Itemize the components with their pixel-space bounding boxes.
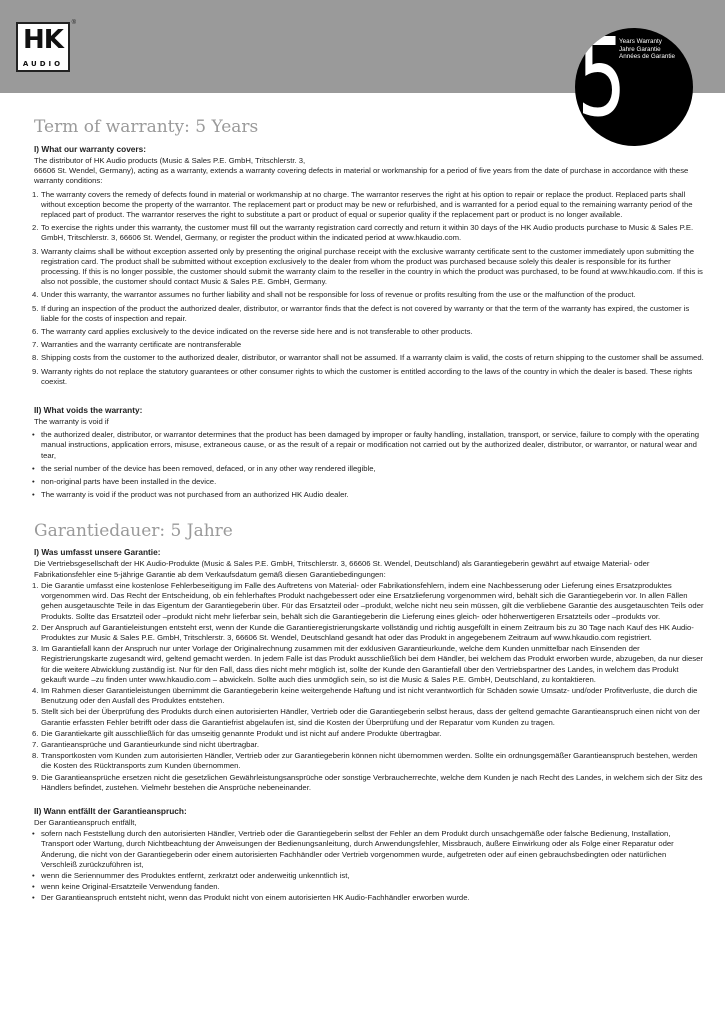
- german-voids-list: [34, 829, 704, 903]
- german-section-1-heading: I) Was umfasst unsere Garantie:: [34, 547, 161, 558]
- list-item: • sofern nach Feststellung durch den autorisierten Händler, Vertrieb oder die Garantiegeberin selbst der Fehler an dem Produkt durch unsachgemäße oder falsche Bedienung, Installation, Transport oder Wartung, durch Nichtbeachtung der Anweisungen der Bedienungsanleitung, durch Anwendungsfehler, Missbrauch, äußere Einwirkung oder als Folge einer Reparatur oder Änderung, die nicht von der Garantiegeberin oder einem autorisierten Fachhändler oder Vertrieb vorgenommen wurde, aufgetreten oder auf einen gebrauchsbedingten oder natürlichen Verschleiß zurückzuführen ist,: [32, 829, 674, 869]
- list-item: 8. Transportkosten vom Kunden zum autorisierten Händler, Vertrieb oder zur Garantiegeberin können nicht übernommen werden. Sollte ein ordnungsgemäßer Garantieanspruch bestehen, werden die Kosten des Rücktransports zum Kunden übernommen.: [32, 751, 698, 771]
- list-item: • the authorized dealer, distributor, or warrantor determines that the product has been damaged by improper or faulty handling, installation, transport, or service, failure to comply with the operating manual instructions, application errors, misuse, extraneous cause, or as the result of a repair or modification not carried out by the authorized dealer, distributor, or warrantor, or natural wear and tear,: [32, 430, 700, 460]
- list-item: • non-original parts have been installed in the device.: [32, 477, 217, 487]
- english-voids-list: [34, 430, 704, 500]
- list-item: 1. The warranty covers the remedy of defects found in material or workmanship at no charge. The warrantor reserves the right at his option to repair or replace the product. Replaced parts shall without exception become the property of the warrantor. The replacement part or product may be new or refurbished, and is warranted for a period equal to the remaining warranty period of the replaced part of product. The warrantor reserves the right to substitute a part or product of equal or superior quality if the replacement part or product is no longer available.: [32, 189, 693, 220]
- list-item: 3. Im Garantiefall kann der Anspruch nur unter Vorlage der Originalrechnung zusammen mit der exklusiven Garantieurkunde, welche dem Kunden unmittelbar nach Einsenden der Registrierungskarte zugesandt wird, geltend gemacht werden. In jedem Falle ist das Produkt ausschließlich bei dem Händler, bei welchem das Produkt erworben wurde, abzugeben, da nur dieser für die weitere Abwicklung zuständig ist. Nur für den Fall, dass dies nicht mehr möglich ist, sollte der Kunde den Garantiefall über den Vertriebspartner des Landes, in welchem das Produkt gekauft wurde –zu finden unter www.hkaudio.com – abwickeln. Sollte auch dies unmöglich sein, so ist die Music & Sales P.E. GmbH, Deutschland, zu kontaktieren.: [32, 644, 703, 684]
- logo-subtext: AUDIO: [22, 60, 64, 68]
- list-item: 5. If during an inspection of the product the authorized dealer, distributor, or warrantor finds that the defect is not covered by warranty or that the term of the warranty has expired, the customer is liable for the costs of inspection and repair.: [32, 303, 690, 323]
- english-intro-line-2: 66606 St. Wendel, Germany), acting as a warranty, extends a warranty covering defects in material or workmanship for a period of five years from the date of purchase in accordance with these warranty conditions:: [34, 166, 689, 186]
- list-item: 1. Die Garantie umfasst eine kostenlose Fehlerbeseitigung im Falle des Auftretens von Material- oder Fabrikationsfehlern, indem eine Nachbesserung oder Lieferung eines Ersatzproduktes vorgenommen wird. Das Recht der Entscheidung, ob ein fehlerhaftes Produkt nachgebessert oder eine Ersatzlieferung vorgenommen wird, behält sich die Garantiegeberin vor. In allen Fällen gehen ausgetauschte Teile in das Eigentum der Garantiegeberin über. Für das Ersatzteil oder –produkt, welche nicht neu sein müssen, gilt die verbliebene Garantie des ausgetauschten Teils oder Produkts. Sollte das Ersatzteil oder –produkt nicht mehr lieferbar sein, behält sich die Garantiegeberin die Lieferung eines gleich- oder höherwertigeren Ersatzteils oder –produkts vor.: [32, 580, 704, 621]
- english-section-2-heading: II) What voids the warranty:: [34, 405, 143, 416]
- list-item: • The warranty is void if the product was not purchased from an authorized HK Audio dealer.: [32, 490, 349, 500]
- seal-line-en: Years Warranty: [619, 38, 662, 45]
- list-item: • wenn die Seriennummer des Produktes entfernt, zerkratzt oder anderweitig unkenntlich ist,: [32, 870, 350, 880]
- list-item: • Der Garantieanspruch entsteht nicht, wenn das Produkt nicht von einem autorisierten HK Audio-Fachhändler erworben wurde.: [32, 893, 470, 903]
- list-item: 5. Stellt sich bei der Überprüfung des Produkts durch einen autorisierten Händler, Vertrieb oder die Garantiegeberin selbst heraus, dass der geltend gemachte Garantieanspruch einen nicht von der Garantie erfassten Fehler betrifft oder dass die Garantiefrist abgelaufen ist, sind die Kosten der Überprüfung und der Reparatur vom Kunden zu tragen.: [32, 707, 700, 727]
- english-intro-line-1: The distributor of HK Audio products (Music & Sales P.E. GmbH, Tritschlerstr. 3,: [34, 156, 306, 165]
- hk-audio-logo: [16, 20, 76, 72]
- german-covers-list: [34, 581, 704, 793]
- list-item: 8. Shipping costs from the customer to the authorized dealer, distributor, or warrantor shall not be assumed. If a warranty claim is valid, the costs of return shipping to the customer shall be assumed.: [32, 353, 704, 363]
- list-item: 3. Warranty claims shall be without exception asserted only by presenting the original purchase receipt with the exclusive warranty certificate sent to the customer immediately upon submitting the registration card. The product shall be submitted without exception exclusively to the dealer from whom the product was purchased because solely this dealer is responsible for its further processing. If this is no longer possible, the customer should submit the warranty claim to the reseller in the country in which the product was purchased, to be found at www.hkaudio.com. If this is also not possible, the customer should contact Music & Sales P.E. GmbH, Germany.: [32, 246, 703, 287]
- logo-text: HK: [23, 25, 63, 55]
- german-section-2-heading: II) Wann entfällt der Garantieanspruch:: [34, 805, 187, 816]
- document-body: [34, 112, 704, 904]
- list-item: 7. Garantieansprüche und Garantieurkunde sind nicht übertragbar.: [32, 739, 259, 749]
- list-item: 4. Im Rahmen dieser Garantieleistungen übernimmt die Garantiegeberin keine weitergehende Haftung und ist nicht verantwortlich für Schäden sowie Umsatz- und/oder Profitverluste, die durch die Benutzung oder den Ausfall des Produktes entstehen.: [32, 685, 698, 706]
- list-item: 9. Warranty rights do not replace the statutory guarantees or other consumer rights to which the customer is entitled according to the laws of the country in which the dealer is based. These rights coexist.: [32, 366, 693, 386]
- list-item: 2. Der Anspruch auf Garantieleistungen entsteht erst, wenn der Kunde die Garantieregistrierungskarte vollständig und richtig ausgefüllt in einem Zeitraum bis zu 30 Tage nach Kauf des HK Audio-Produktes zur Music & Sales P.E. GmbH, Tritschlerstr. 3, 66606 St. Wendel, Deutschland gesandt hat oder das Produkt in angegebenem Zeitraum auf www.hkaudio.com registriert.: [32, 622, 694, 642]
- english-title: Term of warranty: 5 Years: [34, 117, 259, 137]
- list-item: 9. Die Garantieansprüche ersetzen nicht die gesetzlichen Gewährleistungsansprüche oder sonstige Verbraucherrechte, welche dem Kunden je nach Recht des Landes, in welchem sich der Sitz des Händlers befindet, zustehen. Vielmehr bestehen die Ansprüche nebeneinander.: [32, 772, 703, 792]
- english-section-2-intro: The warranty is void if: [34, 417, 109, 427]
- list-item: 6. The warranty card applies exclusively to the device indicated on the reverse side here and is not transferable to other products.: [32, 327, 473, 337]
- english-section-1-heading: I) What our warranty covers:: [34, 144, 147, 154]
- list-item: 7. Warranties and the warranty certificate are nontransferable: [32, 340, 242, 350]
- english-covers-list: [34, 190, 704, 387]
- seal-lines: [619, 38, 675, 61]
- seal-line-fr: Années de Garantie: [619, 53, 676, 61]
- seal-number: 5: [577, 28, 627, 141]
- german-section-2-intro: Der Garantieanspruch entfällt,: [34, 817, 137, 827]
- german-title: Garantiedauer: 5 Jahre: [34, 521, 233, 542]
- list-item: 4. Under this warranty, the warrantor assumes no further liability and shall not be responsible for loss of revenue or profits resulting from the use or the malfunction of the product.: [32, 290, 636, 300]
- list-item: • the serial number of the device has been removed, defaced, or in any other way rendered illegible,: [32, 463, 376, 473]
- list-item: 6. Die Garantiekarte gilt ausschließlich für das umseitig genannte Produkt und ist nicht auf andere Produkte übertragbar.: [32, 728, 442, 738]
- german-section-1-intro: Die Vertriebsgesellschaft der HK Audio-Produkte (Music & Sales P.E. GmbH, Tritschlerstr. 3, 66606 St. Wendel, Deutschland) als Garantiegeberin gewährt auf etwaige Material- oder Fabrikationsfehler eine 5-jährige Garantie ab dem Verkaufsdatum gemäß diesen Garantiebedingungen:: [34, 559, 650, 579]
- list-item: 2. To exercise the rights under this warranty, the customer must fill out the warranty registration card correctly and return it within 30 days of the HK Audio products purchase to Music & Sales P.E. GmbH, Tritschlerstr. 3, 66606 St. Wendel, Germany, or register the product within the indicated period at www.hkaudio.com.: [32, 223, 694, 243]
- seal-line-de: Jahre Garantie: [619, 45, 661, 53]
- list-item: • wenn keine Original-Ersatzteile Verwendung fanden.: [32, 882, 220, 892]
- english-section-1-intro: [34, 156, 704, 187]
- registered-mark: ®: [71, 20, 76, 26]
